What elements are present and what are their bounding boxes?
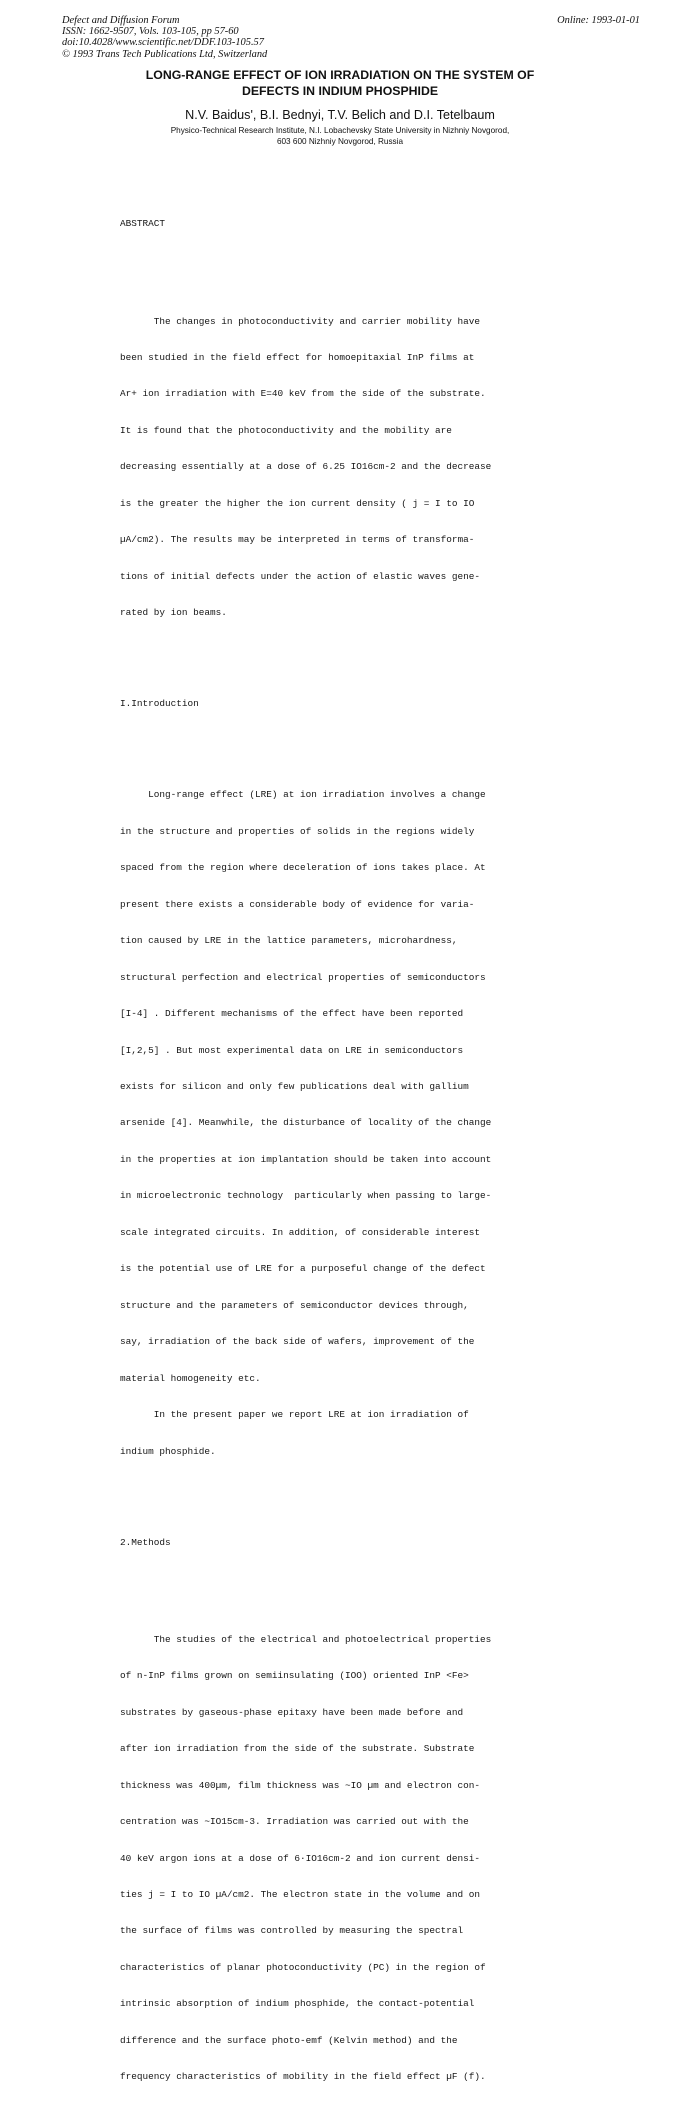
journal-name: Defect and Diffusion Forum (62, 15, 180, 26)
text-line: in the structure and properties of solids in the regions widely (120, 825, 475, 837)
text-line: in the properties at ion implantation should be taken into account (120, 1153, 492, 1165)
text-line: scale integrated circuits. In addition, of considerable interest (120, 1226, 481, 1238)
paper-title (60, 67, 620, 99)
text-line: intrinsic absorption of indium phosphide, the contact-potential (120, 1998, 475, 2010)
text-line: been studied in the field effect for homoepitaxial InP films at (120, 352, 475, 363)
text-line: It is found that the photoconductivity and the mobility are (120, 424, 452, 436)
text-line: say, irradiation of the back side of wafers, improvement of the (120, 1336, 475, 1348)
text-line: arsenide [4]. Meanwhile, the disturbance of locality of the change (120, 1117, 492, 1129)
text-line: substrates by gaseous-phase epitaxy have been made before and (120, 1706, 464, 1718)
text-line: structural perfection and electrical properties of semiconductors (120, 971, 486, 983)
text-line: the surface of films was controlled by measuring the spectral (120, 1925, 464, 1937)
text-line: 40 keV argon ions at a dose of 6·IO16cm-2 and ion current densi- (120, 1852, 481, 1864)
text-line: after ion irradiation from the side of the substrate. Substrate (120, 1743, 475, 1755)
text-line: rated by ion beams. (120, 607, 227, 619)
text-line: is the greater the higher the ion current density ( j = I to IO (120, 497, 475, 509)
text-line: difference and the surface photo-emf (Kelvin method) and the (120, 2034, 458, 2046)
introduction-text (120, 765, 580, 1482)
methods-text (120, 1610, 580, 2108)
text-line: [I-4] . Different mechanisms of the effect have been reported (120, 1008, 464, 1020)
text-line: exists for silicon and only few publications deal with gallium (120, 1080, 469, 1092)
journal-copyright: © 1993 Trans Tech Publications Ltd, Switzerland (62, 48, 268, 60)
text-line: [I,2,5] . But most experimental data on LRE in semiconductors (120, 1044, 464, 1056)
text-line: characteristics of planar photoconductivity (PC) in the region of (120, 1961, 486, 1973)
text-line: decreasing essentially at a dose of 6.25 IO16cm-2 and the decrease (120, 461, 492, 473)
text-line: In the present paper we report LRE at ion irradiation of (120, 1409, 469, 1421)
text-line: in microelectronic technology particularly when passing to large- (120, 1190, 492, 1202)
text-line: thickness was 400µm, film thickness was ~IO µm and electron con- (120, 1779, 481, 1791)
text-line: tions of initial defects under the action of elastic waves gene- (120, 570, 481, 582)
text-line: present there exists a considerable body of evidence for varia- (120, 898, 475, 910)
text-line: The changes in photoconductivity and carrier mobility have (120, 315, 481, 327)
affiliation-line-1: Physico-Technical Research Institute, N.I. Lobachevsky State University in Nizhniy Novgorod, (170, 126, 510, 135)
text-line: material homogeneity etc. (120, 1372, 261, 1384)
paper-body (120, 194, 580, 2120)
text-line: is the potential use of LRE for a purposeful change of the defect (120, 1263, 486, 1275)
journal-issn: ISSN: 1662-9507, Vols. 103-105, pp 57-60 (62, 26, 239, 38)
text-line: The studies of the electrical and photoelectrical properties (120, 1633, 492, 1645)
paper-authors: N.V. Baidus', B.I. Bednyi, T.V. Belich and D.I. Tetelbaum (185, 108, 495, 122)
text-line: µA/cm2). The results may be interpreted in terms of transforma- (120, 534, 475, 546)
abstract-text (120, 291, 580, 643)
text-line: Ar+ ion irradiation with E=40 keV from the side of the substrate. (120, 388, 486, 400)
paper-affiliation (60, 125, 620, 147)
paper-title-line-1: LONG-RANGE EFFECT OF ION IRRADIATION ON THE SYSTEM OF (145, 68, 535, 82)
introduction-heading: I.Introduction (120, 698, 199, 710)
text-line: frequency characteristics of mobility in the field effect µF (f). (120, 2071, 486, 2083)
abstract-heading: ABSTRACT (120, 218, 166, 230)
text-line: spaced from the region where deceleration of ions takes place. At (120, 862, 486, 874)
affiliation-line-2: 603 600 Nizhniy Novgorod, Russia (276, 137, 404, 146)
methods-heading: 2.Methods (120, 1536, 171, 1548)
online-date: Online: 1993-01-01 (557, 15, 640, 26)
text-line: ties j = I to IO µA/cm2. The electron state in the volume and on (120, 1888, 481, 1900)
text-line: structure and the parameters of semiconductor devices through, (120, 1299, 469, 1311)
text-line: indium phosphide. (120, 1445, 216, 1457)
text-line: Long-range effect (LRE) at ion irradiation involves a change (120, 789, 486, 801)
text-line: tion caused by LRE in the lattice parameters, microhardness, (120, 935, 458, 947)
journal-citation (62, 15, 267, 60)
text-line: of n-InP films grown on semiinsulating (IOO) oriented InP <Fe> (120, 1670, 469, 1682)
text-line: centration was ~IO15cm-3. Irradiation was carried out with the (120, 1816, 469, 1828)
paper-title-line-2: DEFECTS IN INDIUM PHOSPHIDE (241, 84, 439, 98)
journal-doi: doi:10.4028/www.scientific.net/DDF.103-105.57 (62, 37, 264, 49)
